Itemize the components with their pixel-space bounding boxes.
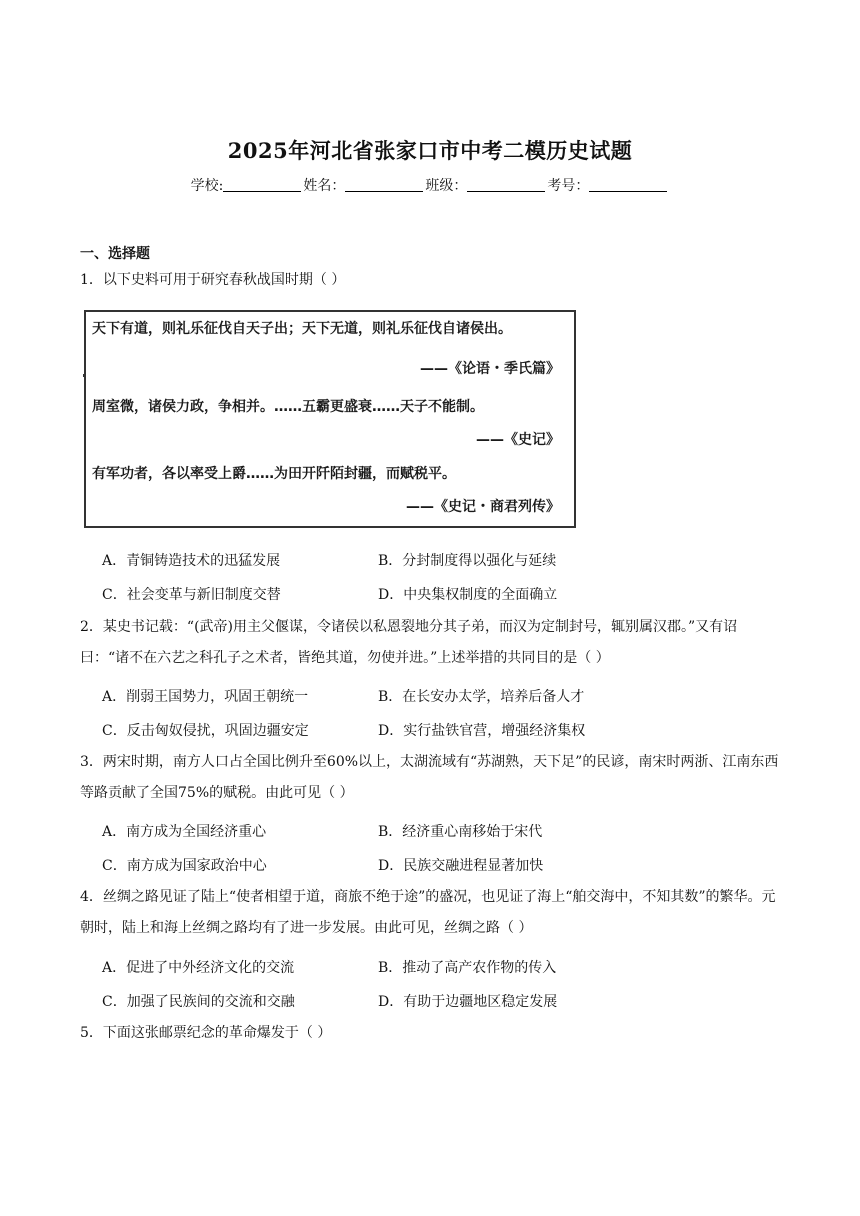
q2-option-b[interactable]: B．在长安办太学，培养后备人才	[378, 689, 585, 705]
page-title: 2025年河北省张家口市中考二模历史试题	[227, 138, 633, 163]
quote-2-source: ——《史记》	[476, 432, 560, 448]
scan-mark	[83, 374, 86, 377]
source-quote-box	[84, 310, 576, 528]
q3-option-d[interactable]: D．民族交融进程显著加快	[378, 858, 544, 874]
q2-option-a[interactable]: A．削弱王国势力，巩固王朝统一	[102, 689, 309, 705]
q3-option-b[interactable]: B．经济重心南移始于宋代	[378, 824, 543, 840]
school-label: 学校:	[190, 178, 224, 194]
q2-option-c[interactable]: C．反击匈奴侵扰，巩固边疆安定	[102, 723, 309, 739]
quote-1-text: 天下有道，则礼乐征伐自天子出；天下无道，则礼乐征伐自诸侯出。	[92, 321, 512, 337]
question-3-stem: 3．两宋时期，南方人口占全国比例升至60%以上，太湖流域有“苏湖熟，天下足”的民谚，南宋时两浙、江南东西等路贡献了全国75%的赋税。由此可见（ ）	[80, 754, 779, 801]
question-4-stem: 4．丝绸之路见证了陆上“使者相望于道，商旅不绝于途”的盛况，也见证了海上“舶交海中，不知其数”的繁华。元朝时，陆上和海上丝绸之路均有了进一步发展。由此可见，丝绸之路（ ）	[80, 889, 776, 936]
quote-2-text: 周室微，诸侯力政，争相并。……五霸更盛衰……天子不能制。	[92, 399, 484, 415]
name-blank[interactable]	[345, 177, 423, 192]
question-2-stem: 2．某史书记载：“(武帝)用主父偃谋，令诸侯以私恩裂地分其子弟，而汉为定制封号，辄别属汉郡。”又有诏曰：“诸不在六艺之科孔子之术者，皆绝其道，勿使并进。”上述举措的共同目的是（ ）	[80, 619, 738, 666]
section-heading: 一、选择题	[80, 246, 150, 262]
exam-no-blank[interactable]	[589, 177, 667, 192]
q3-option-a[interactable]: A．南方成为全国经济重心	[102, 824, 267, 840]
question-1-stem: 1．以下史料可用于研究春秋战国时期（ ）	[80, 272, 346, 288]
quote-1-source: ——《论语・季氏篇》	[420, 361, 560, 377]
exam-no-label: 考号：	[547, 178, 590, 194]
class-blank[interactable]	[467, 177, 545, 192]
q1-option-c[interactable]: C．社会变革与新旧制度交替	[102, 587, 281, 603]
student-info-line	[0, 175, 860, 195]
school-blank[interactable]	[223, 177, 301, 192]
q2-option-d[interactable]: D．实行盐铁官营，增强经济集权	[378, 723, 586, 739]
name-label: 姓名：	[303, 178, 346, 194]
question-5-stem: 5．下面这张邮票纪念的革命爆发于（ ）	[80, 1025, 332, 1041]
quote-3-source: ——《史记・商君列传》	[406, 499, 560, 515]
q1-option-a[interactable]: A．青铜铸造技术的迅猛发展	[102, 553, 281, 569]
q1-option-b[interactable]: B．分封制度得以强化与延续	[378, 553, 557, 569]
class-label: 班级：	[425, 178, 468, 194]
q4-option-a[interactable]: A．促进了中外经济文化的交流	[102, 960, 295, 976]
q3-option-c[interactable]: C．南方成为国家政治中心	[102, 858, 267, 874]
q1-option-d[interactable]: D．中央集权制度的全面确立	[378, 587, 558, 603]
quote-3-text: 有军功者，各以率受上爵……为田开阡陌封疆，而赋税平。	[92, 466, 456, 482]
q4-option-b[interactable]: B．推动了高产农作物的传入	[378, 960, 557, 976]
q4-option-c[interactable]: C．加强了民族间的交流和交融	[102, 994, 295, 1010]
q4-option-d[interactable]: D．有助于边疆地区稳定发展	[378, 994, 558, 1010]
